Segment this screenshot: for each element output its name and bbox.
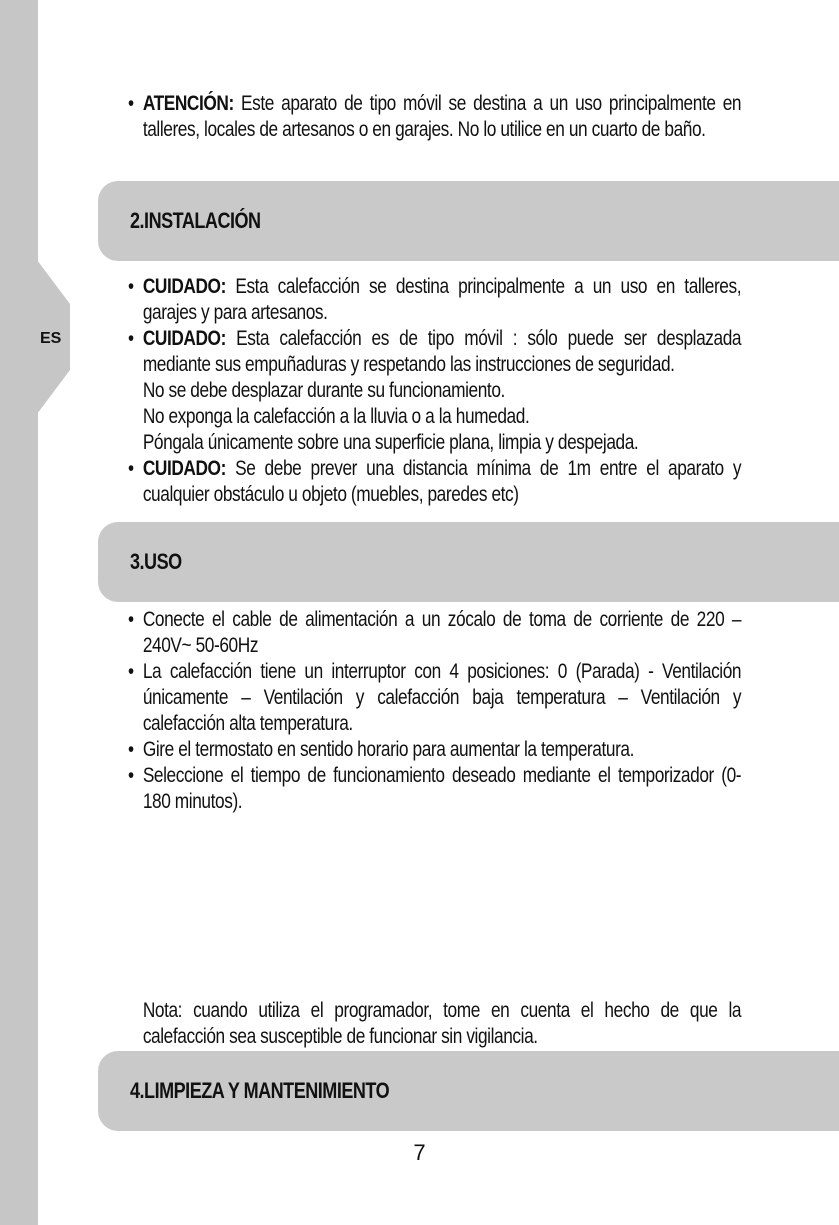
item-text: No se debe desplazar durante su funcionamiento. xyxy=(142,379,505,402)
section-header-bar xyxy=(98,522,839,602)
item-text: Se debe prever una distancia mínima de 1m entre el aparato y cualquier obstáculo u objeto (muebles, paredes etc) xyxy=(142,457,742,506)
side-margin-strip xyxy=(0,0,38,1225)
item-text: Seleccione el tiempo de funcionamiento deseado mediante el temporizador (0-180 minutos). xyxy=(142,764,742,813)
list-item xyxy=(128,274,741,326)
list-item xyxy=(128,456,741,508)
list-item xyxy=(128,607,741,659)
use-list xyxy=(128,607,768,815)
list-item xyxy=(128,763,741,815)
list-item xyxy=(128,737,741,763)
note-text: Nota: cuando utiliza el programador, tome en cuenta el hecho de que la calefacción sea susceptible de funcionar sin vigilancia. xyxy=(142,999,742,1048)
list-item xyxy=(128,326,741,456)
item-text: Conecte el cable de alimentación a un zócalo de toma de corriente de 220 –240V~ 50-60Hz xyxy=(142,608,742,657)
intro-warning xyxy=(128,91,768,143)
installation-list xyxy=(128,274,768,508)
section-title-cleaning: 4.LIMPIEZA Y MANTENIMIENTO xyxy=(130,1078,390,1103)
item-text: Esta calefacción se destina principalmente a un uso en talleres, garajes y para artesanos. xyxy=(142,275,742,324)
list-item xyxy=(128,659,741,737)
item-text: Póngala únicamente sobre una superficie plana, limpia y despejada. xyxy=(142,431,639,454)
caution-keyword: CUIDADO: xyxy=(142,275,226,298)
caution-keyword: CUIDADO: xyxy=(142,327,226,350)
warning-keyword: ATENCIÓN: xyxy=(142,92,234,115)
item-text: Esta calefacción es de tipo móvil : sólo puede ser desplazada mediante sus empuñaduras y respetando las instrucciones de seguridad. xyxy=(142,327,742,376)
section-title-installation: 2.INSTALACIÓN xyxy=(130,208,261,233)
list-item xyxy=(128,91,741,143)
item-text: No exponga la calefacción a la lluvia o a la humedad. xyxy=(142,405,530,428)
language-label: ES xyxy=(40,330,62,347)
warning-text: Este aparato de tipo móvil se destina a un uso principalmente en talleres, locales de artesanos o en garajes. No lo utilice en un cuarto de baño. xyxy=(142,92,742,141)
caution-keyword: CUIDADO: xyxy=(142,457,226,480)
section-title-use: 3.USO xyxy=(130,549,182,574)
item-text: Gire el termostato en sentido horario para aumentar la temperatura. xyxy=(142,738,635,761)
item-text: La calefacción tiene un interruptor con 4 posiciones: 0 (Parada) - Ventilación únicamente – Ventilación y calefacción baja temperatura – Ventilación y calefacción alta temperatura. xyxy=(142,660,742,735)
page-number: 7 xyxy=(413,1140,426,1165)
note-block xyxy=(128,998,768,1050)
